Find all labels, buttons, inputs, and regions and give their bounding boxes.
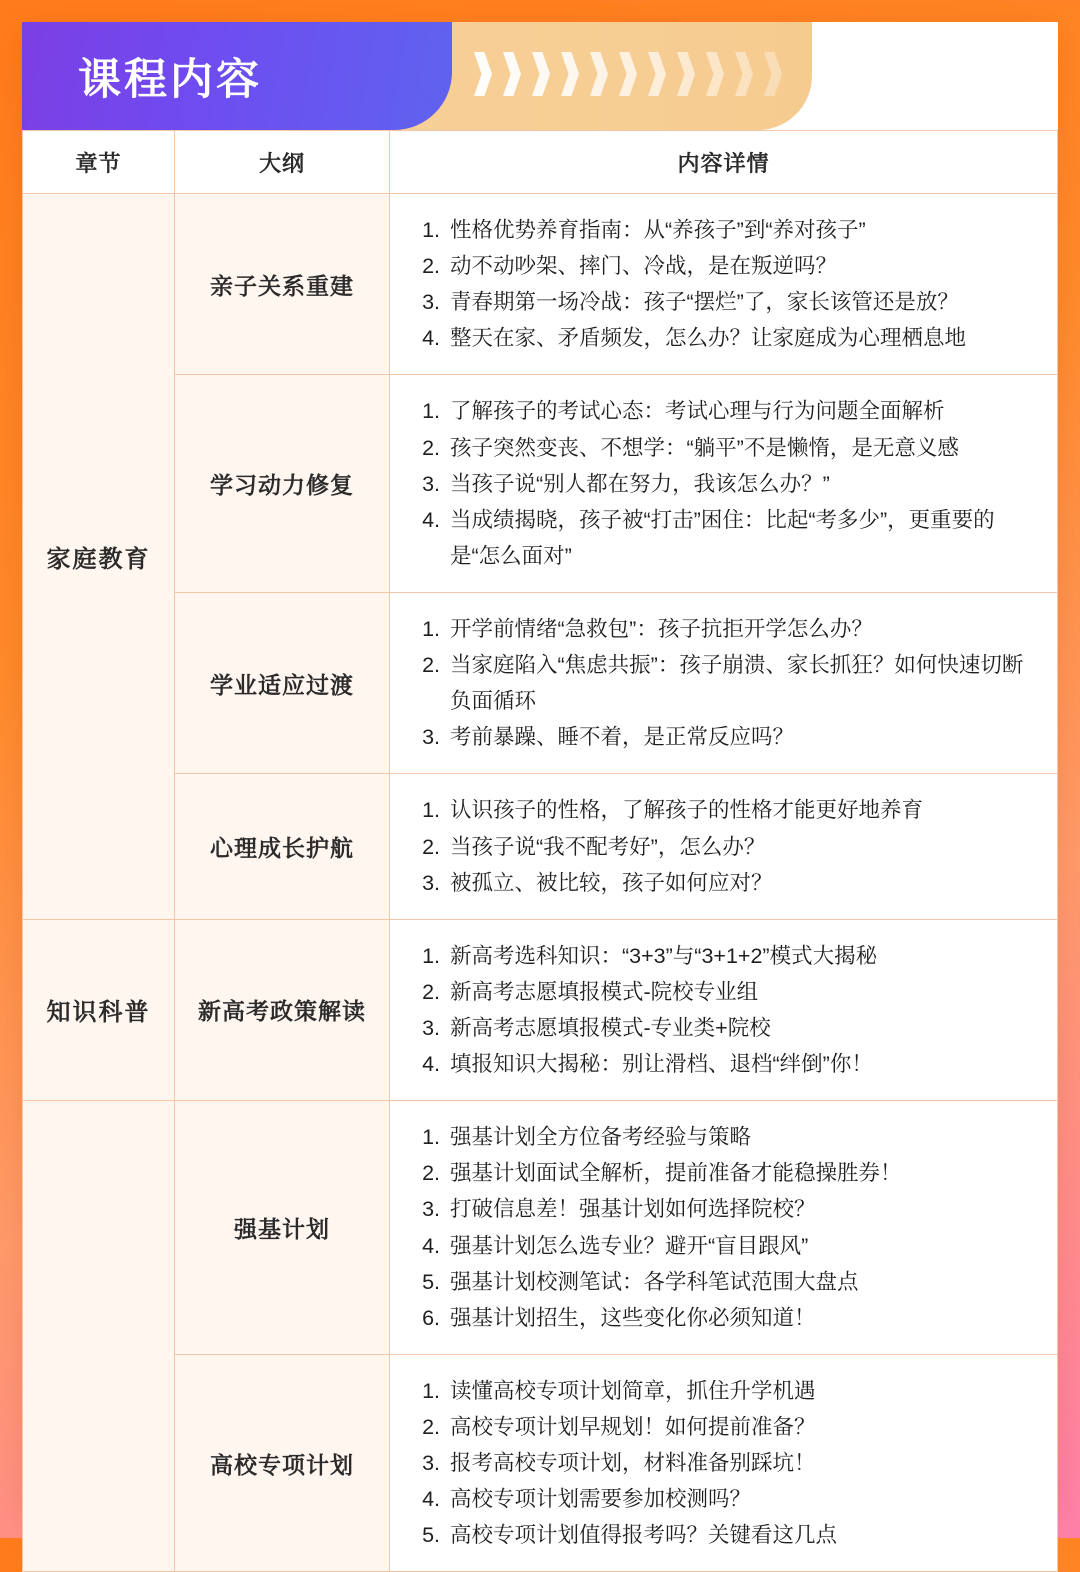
chevron-right-icon — [619, 52, 637, 96]
details-cell — [390, 919, 1058, 1100]
table-row — [23, 592, 1058, 773]
chevron-right-icon — [503, 52, 521, 96]
chevron-right-icon — [764, 52, 782, 96]
chevron-right-icon — [706, 52, 724, 96]
detail-item: 4. 填报知识大揭秘：别让滑档、退档“绊倒”你！ — [446, 1046, 1039, 1082]
outline-cell: 新高考政策解读 — [175, 919, 390, 1100]
poster-header — [22, 22, 1058, 130]
outline-cell: 学业适应过渡 — [175, 592, 390, 773]
detail-item: 3. 青春期第一场冷战：孩子“摆烂”了，家长该管还是放？ — [446, 284, 1039, 320]
title-pill — [22, 22, 452, 130]
detail-item: 1. 认识孩子的性格，了解孩子的性格才能更好地养育 — [446, 792, 1039, 828]
detail-item: 1. 性格优势养育指南：从“养孩子”到“养对孩子” — [446, 212, 1039, 248]
chevron-right-icon — [590, 52, 608, 96]
detail-item: 2. 高校专项计划早规划！如何提前准备？ — [446, 1409, 1039, 1445]
chevron-right-icon — [735, 52, 753, 96]
detail-item: 1. 读懂高校专项计划简章，抓住升学机遇 — [446, 1373, 1039, 1409]
detail-item: 1. 强基计划全方位备考经验与策略 — [446, 1119, 1039, 1155]
chapter-cell: 家庭教育 — [23, 194, 175, 920]
table-row — [23, 1354, 1058, 1572]
outline-cell: 强基计划 — [175, 1101, 390, 1355]
table-row — [23, 774, 1058, 919]
detail-item: 3. 新高考志愿填报模式-专业类+院校 — [446, 1010, 1039, 1046]
detail-item: 3. 报考高校专项计划，材料准备别踩坑！ — [446, 1445, 1039, 1481]
outline-cell: 心理成长护航 — [175, 774, 390, 919]
content-card — [22, 22, 1058, 1548]
detail-item: 5. 高校专项计划值得报考吗？关键看这几点 — [446, 1517, 1039, 1553]
chevron-arrows-decoration — [474, 52, 782, 96]
detail-item: 1. 开学前情绪“急救包”：孩子抗拒开学怎么办？ — [446, 611, 1039, 647]
chapter-cell — [23, 1101, 175, 1572]
chevron-right-icon — [532, 52, 550, 96]
details-cell — [390, 1101, 1058, 1355]
column-header-outline: 大纲 — [175, 131, 390, 194]
details-cell — [390, 375, 1058, 593]
detail-item: 4. 强基计划怎么选专业？避开“盲目跟风” — [446, 1228, 1039, 1264]
detail-item: 2. 孩子突然变丧、不想学：“躺平”不是懒惰，是无意义感 — [446, 430, 1039, 466]
column-header-chapter: 章节 — [23, 131, 175, 194]
detail-item: 5. 强基计划校测笔试：各学科笔试范围大盘点 — [446, 1264, 1039, 1300]
detail-item: 3. 打破信息差！强基计划如何选择院校？ — [446, 1191, 1039, 1227]
detail-item: 2. 新高考志愿填报模式-院校专业组 — [446, 974, 1039, 1010]
table-header-row — [23, 131, 1058, 194]
detail-item: 6. 强基计划招生，这些变化你必须知道！ — [446, 1300, 1039, 1336]
chevron-right-icon — [561, 52, 579, 96]
table-row — [23, 194, 1058, 375]
table-row — [23, 1101, 1058, 1355]
details-cell — [390, 592, 1058, 773]
page-title: 课程内容 — [78, 55, 262, 104]
chapter-cell: 知识科普 — [23, 919, 175, 1100]
details-cell — [390, 1354, 1058, 1572]
chevron-right-icon — [648, 52, 666, 96]
table-row — [23, 919, 1058, 1100]
detail-item: 1. 新高考选科知识：“3+3”与“3+1+2”模式大揭秘 — [446, 938, 1039, 974]
detail-item: 4. 高校专项计划需要参加校测吗？ — [446, 1481, 1039, 1517]
outline-cell: 亲子关系重建 — [175, 194, 390, 375]
detail-item: 3. 被孤立、被比较，孩子如何应对？ — [446, 865, 1039, 901]
detail-item: 1. 了解孩子的考试心态：考试心理与行为问题全面解析 — [446, 393, 1039, 429]
detail-item: 2. 动不动吵架、摔门、冷战，是在叛逆吗？ — [446, 248, 1039, 284]
detail-item: 2. 当孩子说“我不配考好”，怎么办？ — [446, 829, 1039, 865]
details-cell — [390, 194, 1058, 375]
course-content-table — [22, 130, 1058, 1572]
chevron-right-icon — [677, 52, 695, 96]
column-header-details: 内容详情 — [390, 131, 1058, 194]
detail-item: 3. 考前暴躁、睡不着，是正常反应吗？ — [446, 719, 1039, 755]
detail-item: 3. 当孩子说“别人都在努力，我该怎么办？” — [446, 466, 1039, 502]
table-row — [23, 375, 1058, 593]
chevron-right-icon — [474, 52, 492, 96]
details-cell — [390, 774, 1058, 919]
detail-item: 4. 当成绩揭晓，孩子被“打击”困住：比起“考多少”，更重要的是“怎么面对” — [446, 502, 1039, 574]
detail-item: 2. 强基计划面试全解析，提前准备才能稳操胜券！ — [446, 1155, 1039, 1191]
detail-item: 4. 整天在家、矛盾频发，怎么办？让家庭成为心理栖息地 — [446, 320, 1039, 356]
outline-cell: 学习动力修复 — [175, 375, 390, 593]
outline-cell: 高校专项计划 — [175, 1354, 390, 1572]
detail-item: 2. 当家庭陷入“焦虑共振”：孩子崩溃、家长抓狂？如何快速切断负面循环 — [446, 647, 1039, 719]
